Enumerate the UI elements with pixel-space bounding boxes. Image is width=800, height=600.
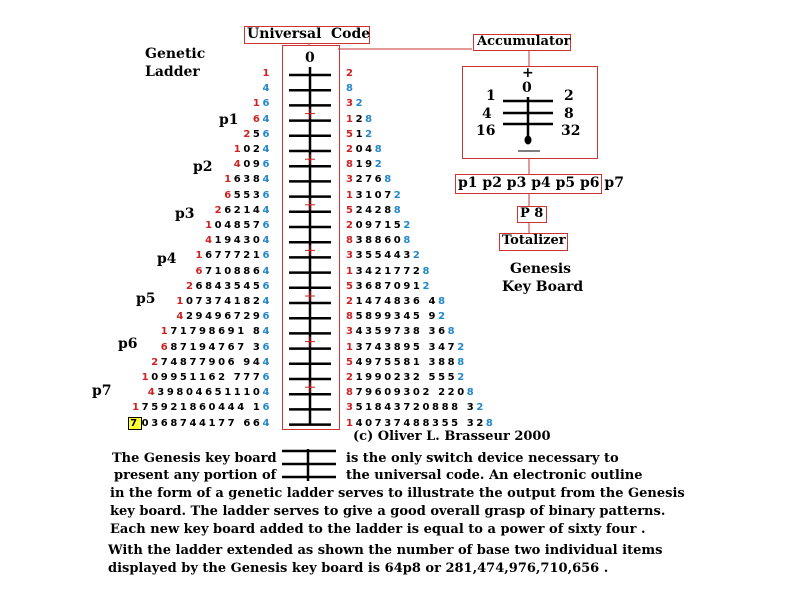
left_numbers-digits-yellow: 7 bbox=[130, 417, 140, 429]
left_numbers-digits-red: 4 bbox=[205, 235, 215, 247]
left_numbers-row bbox=[151, 357, 272, 368]
right_numbers-digits-blue: 2 bbox=[422, 280, 433, 292]
right_numbers-row bbox=[346, 250, 422, 261]
accumulator-box bbox=[462, 66, 598, 159]
left_numbers-digits-blue: 4 bbox=[262, 326, 272, 338]
left_numbers-row bbox=[234, 159, 272, 170]
right_numbers-digits-red: 5 bbox=[346, 128, 356, 140]
left_numbers-row bbox=[196, 250, 272, 261]
totalizer-box bbox=[499, 233, 568, 251]
right_numbers-digits-blue: 2 bbox=[374, 159, 385, 171]
right_numbers-digits-red: 5 bbox=[346, 280, 356, 292]
right_numbers-digits-black: 40737488355 32 bbox=[355, 417, 486, 429]
accumulator-left-16: 16 bbox=[476, 123, 496, 139]
right_numbers-digits-blue: 8 bbox=[384, 174, 394, 186]
right_numbers-digits-black: 3687091 bbox=[355, 280, 423, 292]
left_numbers-row bbox=[253, 98, 272, 109]
para-line-4: key board. The ladder serves to give a good overall grasp of binary patterns. bbox=[110, 504, 666, 519]
accumulator-right-8: 8 bbox=[564, 106, 574, 122]
right_numbers-digits-red: 2 bbox=[346, 372, 356, 383]
right_numbers-row bbox=[346, 281, 432, 292]
left_numbers-row bbox=[196, 266, 272, 277]
left_numbers-digits-red: 1 bbox=[160, 326, 171, 338]
p-label: p1 bbox=[219, 112, 239, 128]
right_numbers-digits-black: 04 bbox=[355, 144, 375, 155]
right_numbers-row bbox=[346, 402, 486, 413]
right_numbers-digits-blue: 8 bbox=[466, 387, 477, 399]
left_numbers-digits-black: 75921860444 1 bbox=[141, 402, 263, 414]
left_numbers-digits-red: 1 bbox=[233, 144, 244, 155]
right_numbers-digits-red: 2 bbox=[346, 144, 356, 155]
right_numbers-digits-red: 3 bbox=[346, 174, 356, 186]
left_numbers-digits-blue: 6 bbox=[262, 98, 272, 110]
left_numbers-digits-black: 87194767 3 bbox=[170, 341, 263, 353]
right_numbers-digits-blue: 8 bbox=[365, 113, 375, 125]
para-line-1b: is the only switch device necessary to bbox=[346, 451, 619, 466]
right_numbers-row bbox=[346, 114, 375, 125]
left_numbers-digits-blue: 4 bbox=[262, 417, 272, 429]
left_numbers-digits-black: 09 bbox=[243, 159, 263, 171]
left_numbers-row bbox=[262, 83, 272, 94]
left_numbers-digits-red: 1 bbox=[176, 296, 186, 307]
para-line-3: in the form of a genetic ladder serves to illustrate the output from the Genesis bbox=[110, 486, 685, 501]
genesis-line1: Genesis bbox=[510, 261, 572, 277]
accumulator-right-2: 2 bbox=[564, 88, 574, 104]
right_numbers-row bbox=[346, 83, 356, 94]
right_numbers-digits-blue: 2 bbox=[438, 311, 448, 323]
right_numbers-digits-red: 5 bbox=[346, 356, 356, 368]
left_numbers-digits-black: 677721 bbox=[205, 250, 263, 262]
left_numbers-row bbox=[224, 174, 272, 185]
left_numbers-digits-black: 6843545 bbox=[195, 280, 263, 292]
right_numbers-digits-blue: 8 bbox=[374, 144, 385, 155]
accumulator-plus: + bbox=[522, 65, 534, 81]
right_numbers-row bbox=[346, 357, 467, 368]
right_numbers-digits-black: 1474836 4 bbox=[355, 296, 439, 307]
para-line-2b: the universal code. An electronic outline bbox=[346, 468, 643, 483]
left_numbers-digits-blue: 4 bbox=[262, 296, 272, 307]
right_numbers-digits-black: 09715 bbox=[355, 220, 404, 231]
right_numbers-digits-red: 1 bbox=[346, 189, 356, 201]
left_numbers-digits-red: 2 bbox=[185, 280, 196, 292]
para-line-7: displayed by the Genesis key board is 64p8 or 281,474,976,710,656 . bbox=[108, 561, 609, 576]
right_numbers-digits-red: 2 bbox=[346, 220, 356, 231]
left_numbers-digits-blue: 6 bbox=[262, 372, 272, 383]
left_numbers-row bbox=[215, 205, 272, 216]
right_numbers-digits-red: 8 bbox=[346, 311, 356, 323]
left_numbers-digits-red: 6 bbox=[160, 341, 171, 353]
left_numbers-row bbox=[161, 342, 272, 353]
para-line-6: With the ladder extended as shown the number of base two individual items bbox=[108, 543, 663, 558]
right_numbers-digits-black: 3743895 347 bbox=[355, 341, 458, 353]
right_numbers-digits-black: 355443 bbox=[355, 250, 413, 262]
right_numbers-digits-blue: 8 bbox=[485, 417, 496, 429]
left_numbers-row bbox=[224, 190, 272, 201]
left_numbers-digits-black: 638 bbox=[233, 174, 263, 186]
left_numbers-row bbox=[205, 220, 272, 231]
left_numbers-row bbox=[234, 144, 272, 155]
left_numbers-digits-blue: 4 bbox=[262, 265, 272, 277]
right_numbers-digits-black: 1 bbox=[355, 128, 366, 140]
right_numbers-digits-black: 4975581 388 bbox=[355, 356, 458, 368]
right_numbers-digits-blue: 2 bbox=[365, 128, 375, 140]
right_numbers-digits-red: 8 bbox=[346, 387, 356, 399]
left_numbers-digits-black: 5 bbox=[252, 128, 263, 140]
right_numbers-digits-black: 51843720888 3 bbox=[355, 402, 477, 414]
left_numbers-row bbox=[253, 114, 272, 125]
left_numbers-digits-black: 74877906 94 bbox=[160, 356, 263, 368]
accumulator-zero: 0 bbox=[522, 80, 532, 96]
right_numbers-row bbox=[346, 174, 394, 185]
left_numbers-digits-blue: 6 bbox=[262, 280, 272, 292]
accumulator-label bbox=[473, 34, 571, 51]
switch-icon bbox=[280, 447, 340, 483]
left_numbers-row bbox=[186, 281, 272, 292]
left_numbers-digits-blue: 6 bbox=[262, 250, 272, 262]
left_numbers-digits-black: 710886 bbox=[205, 265, 263, 277]
right_numbers-digits-red: 1 bbox=[346, 417, 356, 429]
right_numbers-digits-blue: 2 bbox=[457, 372, 467, 383]
left_numbers-digits-blue: 4 bbox=[262, 113, 272, 125]
left_numbers-digits-black: 71798691 8 bbox=[170, 326, 263, 338]
right_numbers-digits-blue: 8 bbox=[393, 204, 404, 216]
left_numbers-row bbox=[176, 296, 272, 307]
left_numbers-digits-blue: 6 bbox=[262, 189, 272, 201]
right_numbers-digits-blue: 8 bbox=[422, 265, 433, 277]
left_numbers-digits-black: 04857 bbox=[214, 220, 263, 231]
accumulator-text: Accumulator bbox=[477, 34, 571, 49]
left_numbers-digits-blue: 6 bbox=[262, 159, 272, 171]
left_numbers-digits-red: 2 bbox=[214, 204, 225, 216]
right_numbers-row bbox=[346, 205, 403, 216]
left_numbers-digits-red: 1 bbox=[205, 220, 215, 231]
left_numbers-digits-red: 6 bbox=[224, 189, 234, 201]
p-label: p3 bbox=[175, 206, 195, 222]
left_numbers-digits-blue: 4 bbox=[262, 204, 272, 216]
right_numbers-digits-blue: 2 bbox=[355, 98, 366, 110]
right_numbers-digits-red: 1 bbox=[346, 113, 356, 125]
ladder-label-line1: Genetic bbox=[145, 46, 206, 62]
left_numbers-row bbox=[161, 326, 272, 337]
right_numbers-row bbox=[346, 326, 457, 337]
ladder-label-line2: Ladder bbox=[145, 64, 200, 80]
right_numbers-digits-black: 19 bbox=[355, 159, 375, 171]
left_numbers-digits-red: 6 bbox=[195, 265, 206, 277]
right_numbers-row bbox=[346, 144, 384, 155]
left_numbers-digits-red: 4 bbox=[147, 387, 158, 399]
left_numbers-digits-blue: 4 bbox=[262, 356, 272, 368]
right_numbers-row bbox=[346, 266, 432, 277]
left_numbers-digits-blue: 6 bbox=[262, 128, 272, 140]
right_numbers-row bbox=[346, 98, 365, 109]
right_numbers-digits-blue: 8 bbox=[457, 356, 467, 368]
p8-box bbox=[517, 206, 547, 223]
copyright: (c) Oliver L. Brasseur 2000 bbox=[353, 429, 551, 444]
right_numbers-row bbox=[346, 372, 467, 383]
left_numbers-digits-black: 02 bbox=[243, 144, 263, 155]
left_numbers-row bbox=[148, 387, 272, 398]
right_numbers-digits-blue: 8 bbox=[438, 296, 448, 307]
right_numbers-digits-black: 4359738 36 bbox=[355, 326, 448, 338]
right_numbers-digits-red: 3 bbox=[346, 250, 356, 262]
title-word-2: Code bbox=[331, 26, 371, 42]
p-label: p2 bbox=[193, 159, 213, 175]
accumulator-switch bbox=[463, 67, 597, 158]
right_numbers-digits-red: 3 bbox=[346, 98, 356, 110]
p8-text: P 8 bbox=[520, 206, 544, 221]
left_numbers-digits-blue: 6 bbox=[262, 311, 272, 323]
para-line-5: Each new key board added to the ladder is equal to a power of sixty four . bbox=[110, 522, 646, 537]
left_numbers-row bbox=[243, 129, 272, 140]
left_numbers-row bbox=[142, 372, 272, 383]
totalizer-text: Totalizer bbox=[502, 233, 566, 248]
right_numbers-digits-blue: 2 bbox=[457, 341, 467, 353]
para-line-1a: The Genesis key board bbox=[112, 451, 277, 466]
right_numbers-row bbox=[346, 159, 384, 170]
right_numbers-row bbox=[346, 129, 375, 140]
left_numbers-digits-blue: 6 bbox=[262, 220, 272, 231]
left_numbers-digits-red: 1 bbox=[141, 372, 152, 383]
left_numbers-row bbox=[132, 402, 272, 413]
left_numbers-row bbox=[262, 68, 272, 79]
right_numbers-digits-red: 8 bbox=[346, 159, 356, 171]
right_numbers-digits-black: 2 bbox=[355, 113, 366, 125]
left_numbers-digits-blue: 4 bbox=[262, 235, 272, 247]
right_numbers-digits-red: 3 bbox=[346, 326, 356, 338]
right_numbers-row bbox=[346, 220, 413, 231]
left_numbers-digits-black: 09951162 777 bbox=[151, 372, 263, 383]
left_numbers-digits-blue: 6 bbox=[262, 341, 272, 353]
title-word-1: Universal bbox=[247, 26, 322, 42]
left_numbers-digits-black: 19430 bbox=[214, 235, 263, 247]
right_numbers-digits-blue: 2 bbox=[403, 220, 413, 231]
right_numbers-digits-black: 79609302 220 bbox=[355, 387, 467, 399]
right_numbers-digits-red: 2 bbox=[346, 296, 356, 307]
ladder-zero: 0 bbox=[305, 50, 315, 66]
left_numbers-digits-black: 07374182 bbox=[185, 296, 263, 307]
right_numbers-row bbox=[346, 68, 356, 79]
p-label: p6 bbox=[118, 336, 138, 352]
left_numbers-digits-blue: 4 bbox=[262, 83, 272, 95]
left_numbers-digits-blue: 4 bbox=[262, 387, 272, 399]
left_numbers-digits-red: 6 bbox=[252, 113, 263, 125]
right_numbers-row bbox=[346, 190, 403, 201]
right_numbers-digits-blue: 8 bbox=[346, 83, 356, 95]
right_numbers-digits-black: 3421772 bbox=[355, 265, 423, 277]
right_numbers-digits-black: 38860 bbox=[355, 235, 404, 247]
left_numbers-digits-red: 1 bbox=[132, 402, 142, 414]
left_numbers-digits-black: 39804651110 bbox=[157, 387, 263, 399]
left_numbers-digits-blue: 4 bbox=[262, 144, 272, 155]
right_numbers-digits-black: 5899345 9 bbox=[355, 311, 439, 323]
left_numbers-digits-red: 1 bbox=[262, 68, 272, 79]
right_numbers-row bbox=[346, 342, 467, 353]
right_numbers-row bbox=[346, 311, 448, 322]
left_numbers-digits-black: 29496729 bbox=[185, 311, 263, 323]
p-label: p7 bbox=[92, 383, 112, 399]
right_numbers-digits-blue: 8 bbox=[447, 326, 458, 338]
p-label: p4 bbox=[157, 251, 177, 267]
left_numbers-digits-black: 0368744177 66 bbox=[141, 417, 263, 429]
right_numbers-digits-red: 1 bbox=[346, 265, 356, 277]
left_numbers-digits-red: 2 bbox=[243, 128, 253, 140]
right_numbers-digits-red: 1 bbox=[346, 341, 356, 353]
right_numbers-digits-blue: 2 bbox=[393, 189, 404, 201]
left_numbers-digits-red: 4 bbox=[233, 159, 244, 171]
left_numbers-row bbox=[176, 311, 272, 322]
right_numbers-digits-black: 1990232 555 bbox=[355, 372, 458, 383]
right_numbers-digits-red: 5 bbox=[346, 204, 356, 216]
left_numbers-row bbox=[205, 235, 272, 246]
right_numbers-row bbox=[346, 418, 495, 429]
right_numbers-row bbox=[346, 296, 448, 307]
left_numbers-digits-red: 1 bbox=[195, 250, 206, 262]
left_numbers-digits-red: 2 bbox=[151, 356, 161, 368]
left_numbers-row bbox=[128, 418, 272, 429]
left_numbers-digits-black: 6214 bbox=[224, 204, 263, 216]
genesis-line2: Key Board bbox=[502, 279, 584, 295]
accumulator-left-1: 1 bbox=[486, 88, 496, 104]
left_numbers-digits-red: 1 bbox=[224, 174, 234, 186]
left_numbers-digits-blue: 6 bbox=[262, 402, 272, 414]
ladder-rungs bbox=[283, 45, 339, 430]
right_numbers-digits-black: 276 bbox=[355, 174, 385, 186]
p-row-text: p1 p2 p3 p4 p5 p6 p7 bbox=[458, 175, 624, 191]
right_numbers-row bbox=[346, 235, 413, 246]
right_numbers-digits-blue: 2 bbox=[476, 402, 486, 414]
accumulator-left-4: 4 bbox=[482, 106, 492, 122]
accumulator-right-32: 32 bbox=[561, 123, 581, 139]
right_numbers-row bbox=[346, 387, 476, 398]
right_numbers-digits-red: 2 bbox=[346, 68, 356, 79]
left_numbers-digits-red: 4 bbox=[176, 311, 186, 323]
right_numbers-digits-red: 8 bbox=[346, 235, 356, 247]
p-row-box bbox=[455, 174, 624, 194]
left_numbers-digits-red: 1 bbox=[252, 98, 263, 110]
p-label: p5 bbox=[136, 291, 156, 307]
right_numbers-digits-black: 2428 bbox=[355, 204, 394, 216]
left_numbers-digits-black: 553 bbox=[233, 189, 263, 201]
right_numbers-digits-blue: 8 bbox=[403, 235, 413, 247]
left_numbers-digits-blue: 4 bbox=[262, 174, 272, 186]
right_numbers-digits-red: 3 bbox=[346, 402, 356, 414]
right_numbers-digits-blue: 2 bbox=[412, 250, 423, 262]
para-line-2a: present any portion of bbox=[114, 468, 277, 483]
right_numbers-digits-black: 3107 bbox=[355, 189, 394, 201]
